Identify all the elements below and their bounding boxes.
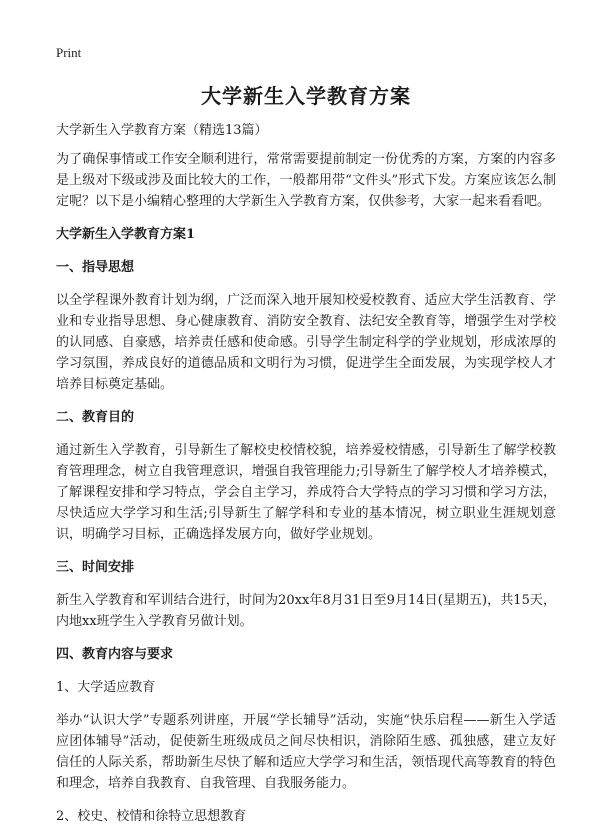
section-heading-schedule: 三、时间安排 — [56, 560, 135, 575]
subsection-heading-university-adaptation: 1、大学适应教育 — [56, 680, 156, 695]
section-text-guiding-ideology: 以全学程课外教育计划为纲，广泛而深入地开展知校爱校教育、适应大学生活教育、学业和专业指导思想、身心健康教育、消防安全教育、法纪安全教育等，增强学生对学校的认同感、自豪感，培养责任感和使命感。引导学生制定科学的学业规划，形成浓厚的学习氛围，养成良好的道德品质和文明行为习惯，促进学生全面发展，为实现学校人才培养目标奠定基础。 — [56, 293, 556, 392]
print-link[interactable]: Print — [56, 45, 82, 60]
document-subtitle: 大学新生入学教育方案（精选13篇） — [56, 123, 268, 138]
document-body — [56, 120, 556, 839]
section-heading-guiding-ideology: 一、指导思想 — [56, 260, 135, 275]
subsection-text-university-adaptation: 举办“认识大学”专题系列讲座，开展“学长辅导”活动，实施“快乐启程——新生入学适应团体辅导”活动，促使新生班级成员之间尽快相识，消除陌生感、孤独感，建立友好信任的人际关系，帮助新生尽快了解和适应大学学习和生活，领悟现代高等教育的特色和理念，培养自我教育、自我管理、自我服务能力。 — [56, 713, 556, 791]
section-text-education-purpose: 通过新生入学教育，引导新生了解校史校情校貌，培养爱校情感，引导新生了解学校教育管理理念，树立自我管理意识，增强自我管理能力;引导新生了解学校人才培养模式，了解课程安排和学习特点，学会自主学习，养成符合大学特点的学习习惯和学习方法，尽快适应大学学习和生活;引导新生了解学科和专业的基本情况，树立职业生涯规划意识，明确学习目标，正确选择发展方向，做好学业规划。 — [56, 443, 556, 542]
section-heading-content-requirements: 四、教育内容与要求 — [56, 647, 174, 662]
section-text-schedule: 新生入学教育和军训结合进行，时间为20xx年8月31日至9月14日(星期五)，共15天，内地xx班学生入学教育另做计划。 — [56, 593, 556, 629]
plan-heading: 大学新生入学教育方案1 — [56, 227, 196, 242]
intro-paragraph: 为了确保事情或工作安全顺利进行，常常需要提前制定一份优秀的方案，方案的内容多是上级对下级或涉及面比较大的工作，一般都用带“文件头”形式下发。方案应该怎么制定呢？以下是小编精心整理的大学新生入学教育方案，仅供参考，大家一起来看看吧。 — [56, 152, 556, 209]
subsection-heading-school-history: 2、校史、校情和徐特立思想教育 — [56, 809, 247, 824]
section-heading-education-purpose: 二、教育目的 — [56, 410, 135, 425]
page-title: 大学新生入学教育方案 — [201, 84, 411, 108]
